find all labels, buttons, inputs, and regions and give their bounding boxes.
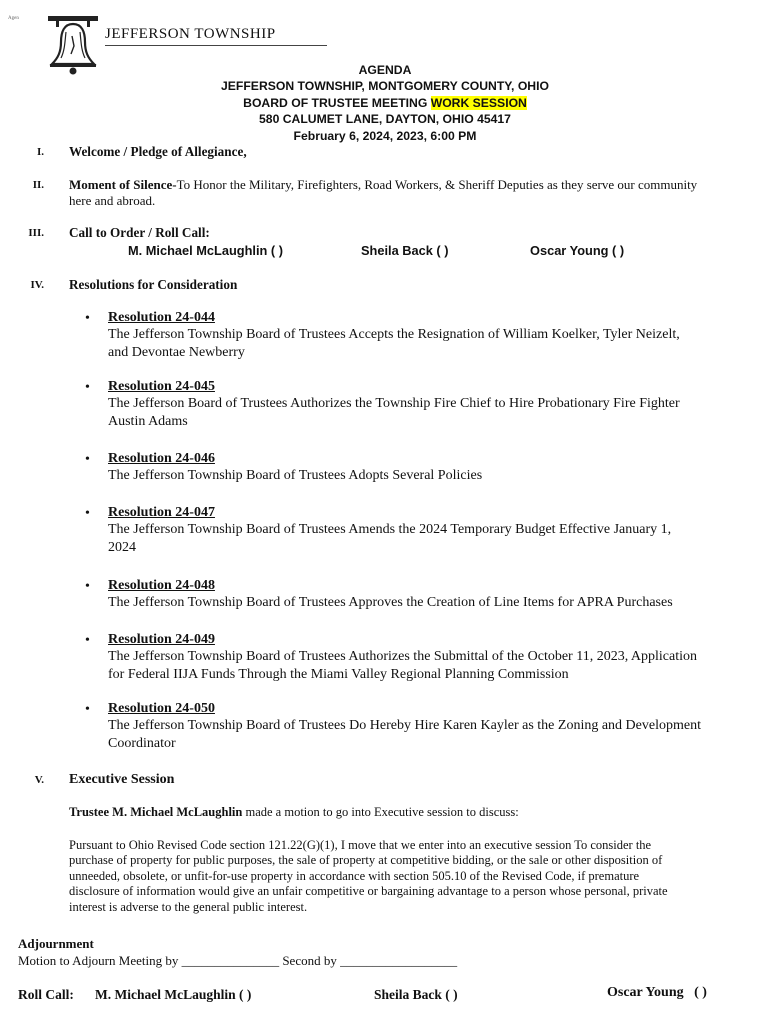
resolution-title: Resolution 24-050 (108, 701, 215, 716)
work-session-highlight: WORK SESSION (430, 95, 527, 110)
rollcall-name-1: M. Michael McLaughlin ( ) (128, 243, 283, 258)
bullet-icon: • (85, 311, 90, 326)
resolution-desc-line: The Jefferson Township Board of Trustees Approves the Creation of Line Items for APRA Purchases (108, 595, 673, 610)
resolution-desc-line: The Jefferson Township Board of Trustees Authorizes the Submittal of the October 11, 2023, Application (108, 649, 698, 664)
header-meeting: BOARD OF TRUSTEE MEETING WORK SESSION (243, 95, 527, 110)
corner-note: Agen (8, 16, 19, 21)
paragraph-line: interest is adverse to the general public interest. (69, 899, 308, 914)
bullet-icon: • (85, 633, 90, 648)
executive-motion-text: made a motion to go into Executive session to discuss: (242, 805, 519, 819)
resolution-item (108, 578, 763, 612)
bullet-icon: • (85, 579, 90, 594)
section-2-text: To Honor the Military, Firefighters, Road Workers, & Sheriff Deputies as they serve our community (176, 177, 698, 192)
executive-motion-name: Trustee M. Michael McLaughlin (69, 805, 243, 819)
section-3-title: Call to Order / Roll Call: (69, 225, 210, 240)
resolution-desc-line: for Federal IIJA Funds Through the Miami Valley Regional Planning Commission (108, 667, 569, 682)
resolution-item (108, 505, 763, 557)
township-logo-text: JEFFERSON TOWNSHIP (105, 26, 327, 46)
footer-rollcall-name-2: Sheila Back ( ) (374, 987, 458, 1002)
resolution-desc-line: The Jefferson Township Board of Trustees Adopts Several Policies (108, 468, 483, 483)
paragraph-line: Pursuant to Ohio Revised Code section 121.22(G)(1), I move that we enter into an executive session To consider the (69, 838, 652, 852)
resolution-item (108, 451, 763, 485)
section-2-number: II. (32, 179, 44, 191)
resolution-title: Resolution 24-044 (108, 310, 215, 325)
resolution-title: Resolution 24-046 (108, 451, 215, 466)
section-1-title: Welcome / Pledge of Allegiance, (69, 144, 247, 159)
resolution-desc-line: and Devontae Newberry (108, 345, 245, 360)
resolution-item (108, 701, 763, 753)
rollcall-name-3: Oscar Young ( ) (530, 243, 625, 258)
executive-motion (69, 805, 519, 820)
header-title: AGENDA (358, 63, 412, 77)
resolution-desc-line: The Jefferson Township Board of Trustees Do Hereby Hire Karen Kayler as the Zoning and Development (108, 718, 701, 733)
header-address: 580 CALUMET LANE, DAYTON, OHIO 45417 (259, 112, 511, 127)
adjournment-title: Adjournment (18, 936, 94, 951)
paragraph-line: unneeded, obsolete, or unfit-for-use property in accordance with section 505.10 of the Revised Code, if premature (69, 868, 640, 883)
section-2-text-2: here and abroad. (69, 193, 156, 208)
resolution-item (108, 379, 763, 431)
agenda-header (0, 62, 770, 144)
section-2-body (69, 177, 759, 209)
header-township: JEFFERSON TOWNSHIP, MONTGOMERY COUNTY, OHIO (221, 79, 549, 94)
section-4-title: Resolutions for Consideration (69, 277, 238, 292)
resolution-desc-line: The Jefferson Township Board of Trustees Accepts the Resignation of William Koelker, Tyler Neizelt, (108, 327, 680, 342)
section-5-number: V. (34, 774, 44, 786)
section-1-number: I. (36, 146, 44, 158)
resolution-desc-line: The Jefferson Township Board of Trustees Amends the 2024 Temporary Budget Effective January 1, (108, 522, 672, 537)
resolution-desc-line: The Jefferson Board of Trustees Authorizes the Township Fire Chief to Hire Probationary Fire Fighter (108, 396, 680, 411)
bullet-icon: • (85, 702, 90, 717)
paragraph-line: disclosure of information would give an unfair competitive or bargaining advantage to a person whose personal, private (69, 884, 668, 899)
resolution-title: Resolution 24-045 (108, 379, 215, 394)
section-3-number: III. (28, 227, 44, 239)
resolution-title: Resolution 24-048 (108, 578, 215, 593)
resolution-title: Resolution 24-049 (108, 632, 215, 647)
header-date: February 6, 2024, 2023, 6:00 PM (293, 128, 477, 143)
footer-rollcall-label: Roll Call: (18, 987, 74, 1002)
section-2-title: Moment of Silence- (69, 177, 177, 192)
bullet-icon: • (85, 452, 90, 467)
adjournment-motion: Motion to Adjourn Meeting by _______________ Second by __________________ (18, 953, 458, 968)
footer-rollcall-name-1: M. Michael McLaughlin ( ) (95, 987, 252, 1002)
section-5-title: Executive Session (69, 772, 175, 787)
resolution-item (108, 310, 763, 362)
rollcall-name-2: Sheila Back ( ) (361, 243, 449, 258)
executive-paragraph (69, 838, 769, 915)
paragraph-line: purchase of property for public purposes, the sale of property at competitive bidding, or the sale or other disposition of (69, 853, 663, 868)
footer-rollcall-name-3: Oscar Young ( ) (607, 985, 707, 1000)
bullet-icon: • (85, 380, 90, 395)
resolution-desc-line: Coordinator (108, 736, 176, 751)
resolution-desc-line: 2024 (108, 540, 136, 555)
resolution-item (108, 632, 763, 684)
bullet-icon: • (85, 506, 90, 521)
section-4-number: IV. (30, 279, 44, 291)
resolution-desc-line: Austin Adams (108, 414, 188, 429)
resolution-title: Resolution 24-047 (108, 505, 215, 520)
